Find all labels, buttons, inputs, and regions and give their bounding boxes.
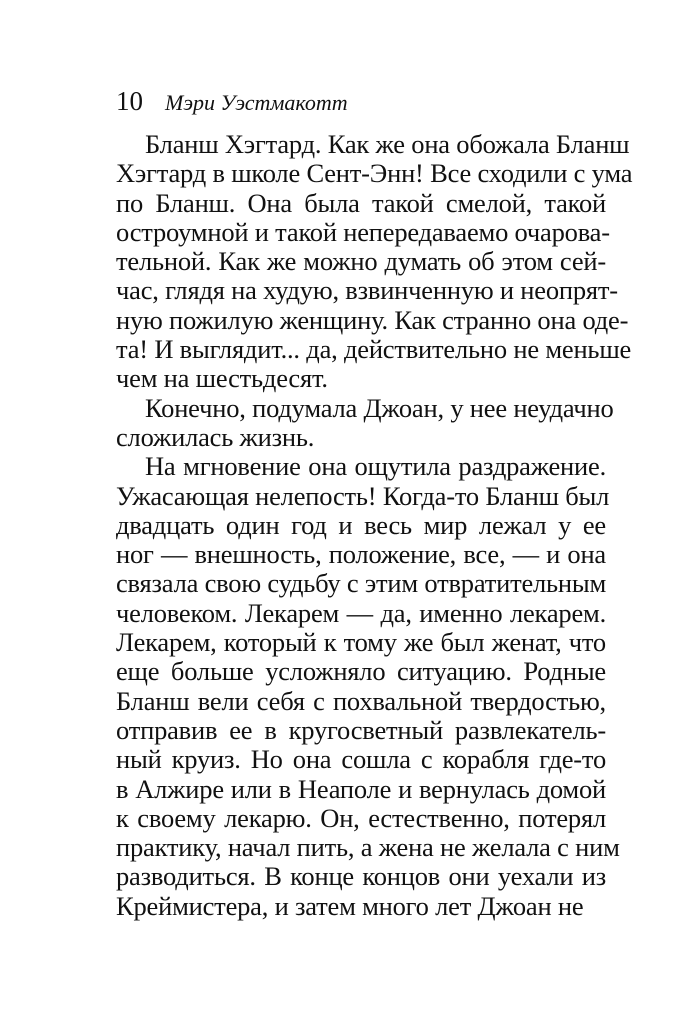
text-line: сложилась жизнь. (116, 421, 315, 452)
text-line: практику, начал пить, а жена не желала с ним (116, 832, 620, 863)
body-text (116, 129, 633, 921)
book-page (116, 86, 633, 921)
paragraph (116, 392, 614, 453)
text-line: в Алжире или в Неаполе и вернулась домой (116, 773, 606, 804)
text-line: чем на шестьдесят. (116, 363, 328, 394)
text-line: Креймистера, и затем много лет Джоан не (116, 890, 584, 921)
text-line: час, глядя на худую, взвинченную и неопрят- (116, 275, 618, 306)
text-line: еще больше усложняло ситуацию. Родные (116, 656, 606, 687)
text-line: человеком. Лекарем — да, именно лекарем. (116, 597, 606, 628)
text-line: На мгновение она ощутила раздражение. (145, 451, 606, 482)
text-line: отправив ее в кругосветный развлекатель- (116, 714, 606, 745)
text-line: та! И выглядит... да, действительно не меньше (116, 334, 632, 365)
text-line: Ужасающая нелепость! Когда-то Бланш был (116, 480, 610, 511)
text-line: двадцать один год и весь мир лежал у ее (116, 509, 606, 540)
text-line: Лекарем, который к тому же был женат, что (116, 627, 606, 658)
text-line: связала свою судьбу с этим отвратительным (116, 568, 607, 599)
text-line: Хэгтард в школе Сент-Энн! Все сходили с ума (116, 158, 633, 189)
page-number: 10 (116, 86, 143, 116)
text-line: ный круиз. Но она сошла с корабля где-то (116, 744, 606, 775)
running-head-author: Мэри Уэстмакотт (165, 90, 348, 115)
running-head (116, 88, 606, 126)
text-line: тельной. Как же можно думать об этом сей- (116, 246, 606, 277)
text-line: к своему лекарю. Он, естественно, потерял (116, 802, 606, 833)
text-line: остроумной и такой непередаваемо очарова- (116, 216, 610, 247)
text-line: по Бланш. Она была такой смелой, такой (116, 187, 606, 218)
text-line: Бланш вели себя с похвальной твердостью, (116, 685, 606, 716)
text-line: ную пожилую женщину. Как странно она оде- (116, 304, 629, 335)
text-line: разводиться. В конце концов они уехали из (116, 861, 606, 892)
text-line: ног — внешность, положение, все, — и она (116, 539, 606, 570)
paragraph (116, 451, 620, 921)
paragraph (116, 129, 633, 394)
text-line: Бланш Хэгтард. Как же она обожала Бланш (145, 129, 630, 159)
text-line: Конечно, подумала Джоан, у нее неудачно (145, 392, 614, 423)
